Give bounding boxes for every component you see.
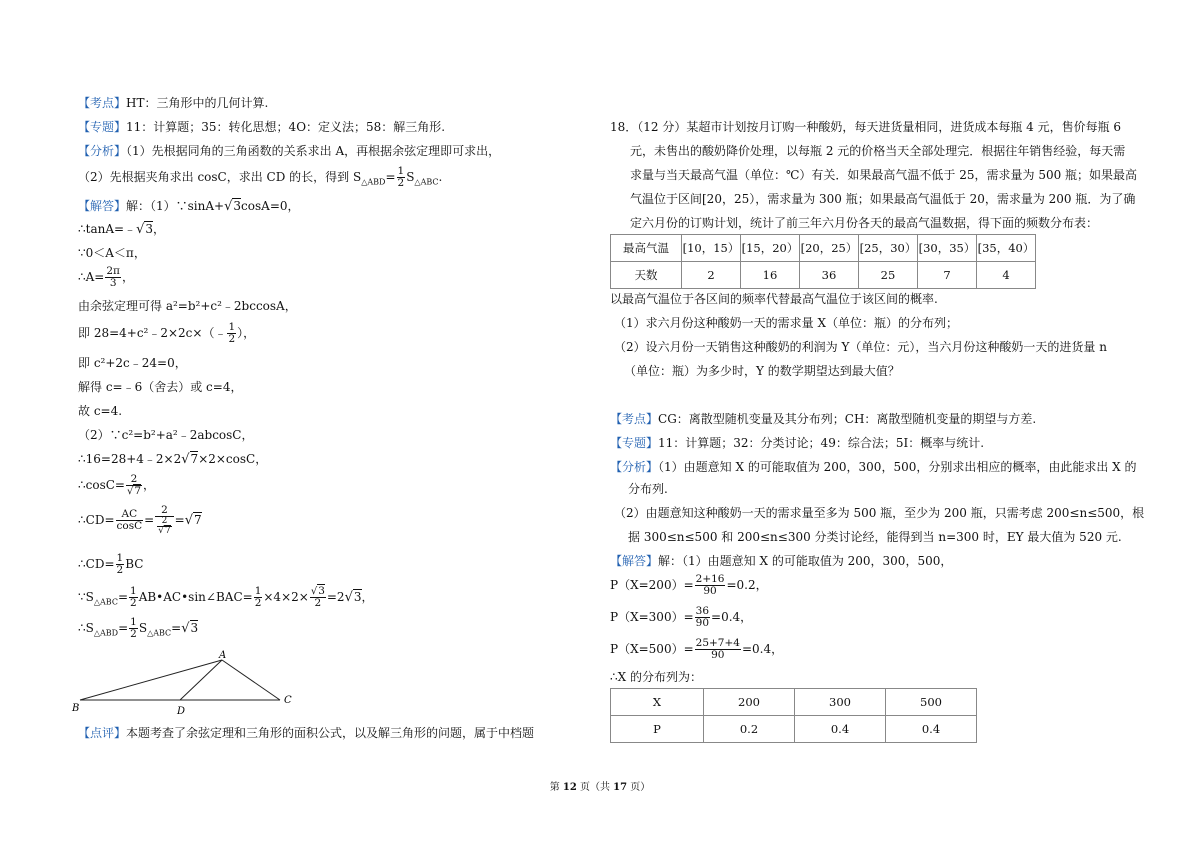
solution-line: 解得 c=﹣6（舍去）或 c=4， <box>78 380 243 394</box>
question-line: （1）求六月份这种酸奶一天的需求量 X（单位：瓶）的分布列； <box>614 316 958 330</box>
solution-line: $\therefore S_{\triangle ABD}=$ $\frac{1}{2}$ $S_{\triangle ABC}=√3$ <box>78 616 199 640</box>
solution-line: ∴16=28+4﹣2×2√7×2×cosC， <box>78 452 268 467</box>
fenxi-line: 【分析】（1）由题意知 X 的可能取值为 200，300，500，分别求出相应的概率，由此能求出 X 的 <box>610 460 1137 474</box>
solution-line: 故 c=4. <box>78 404 123 418</box>
jieda-line: 【解答】解：（1）∵sinA+√3cosA=0， <box>78 199 300 214</box>
solution-line: （2）∵c²=b²+a²﹣2abcosC， <box>78 428 254 442</box>
table-row: 最高气温 [10，15） [15，20） [20，25） [25，30） [30，35） [35，40） <box>611 235 1036 262</box>
probability-line: ∴X 的分布列为： <box>610 670 702 684</box>
table-row: X 200 300 500 <box>611 689 977 716</box>
solution-line: ∴tanA=﹣√3， <box>78 222 166 237</box>
solution-line: ∴CD= $\frac{AC}{\cos C}$ = $\frac{2}{\frac{2}{√7}}$ =√7 <box>78 504 202 536</box>
dianping-line: 【点评】本题考查了余弦定理和三角形的面积公式，以及解三角形的问题，属于中档题 <box>78 726 535 740</box>
probability-line: P（X=200）= $\frac{2+16}{90}$ =0.2， <box>610 573 768 597</box>
question-line: 元，未售出的酸奶降价处理，以每瓶 2 元的价格当天全部处理完．根据往年销售经验，每天需 <box>630 144 1126 158</box>
label-d: D <box>177 706 186 716</box>
question-line: （单位：瓶）为多少时，Y 的数学期望达到最大值？ <box>624 364 900 378</box>
question-line: 气温位于区间[20，25），需求量为 300 瓶；如果最高气温低于 20，需求量为 200 瓶．为了确 <box>630 192 1136 206</box>
label-b: B <box>72 703 80 714</box>
probability-line: P（X=300）= $\frac{36}{90}$ =0.4， <box>610 605 753 629</box>
frequency-table <box>610 234 1036 289</box>
label-a: A <box>219 650 227 661</box>
table-row: P 0.2 0.4 0.4 <box>611 716 977 743</box>
probability-line: P（X=500）= $\frac{25+7+4}{90}$ =0.4， <box>610 637 784 661</box>
question-line: 求量与当天最高气温（单位：℃）有关．如果最高气温不低于 25，需求量为 500 瓶；如果最高 <box>630 168 1138 182</box>
question-line: 定六月份的订购计划，统计了前三年六月份各天的最高气温数据，得下面的频数分布表： <box>630 216 1099 230</box>
jieda-line: 【解答】解：（1）由题意知 X 的可能取值为 200，300，500， <box>610 554 953 568</box>
solution-line: ∵0＜A＜π， <box>78 246 146 260</box>
solution-line: ∴CD= $\frac{1}{2}$ BC <box>78 552 144 576</box>
fenxi-line: 据 300≤n≤500 和 200≤n≤300 分类讨论经，能得到当 n=300 时，EY 最大值为 520 元. <box>628 530 1122 544</box>
zhuanti-line: 【专题】11：计算题；32：分类讨论；49：综合法；5I：概率与统计. <box>610 436 985 450</box>
label-c: C <box>284 695 292 706</box>
solution-line: ∴A= $\frac{2\pi}{3}$ ， <box>78 265 134 289</box>
solution-line: ∴cosC= $\frac{2}{√7}$ ， <box>78 473 156 497</box>
triangle-figure <box>70 648 310 716</box>
fenxi-line: 【分析】（1）先根据同角的三角函数的关系求出 A，再根据余弦定理即可求出， <box>78 144 501 158</box>
question-line: 以最高气温位于各区间的频率代替最高气温位于该区间的概率. <box>610 292 938 306</box>
fenxi-line-2: （2）先根据夹角求出 cosC，求出 CD 的长，得到 $S_{\triangle ABD}=$ $\frac{1}{2}$ $S_{\triangle ABC}$. <box>78 165 443 189</box>
side-ac <box>222 660 280 700</box>
kaodian-line: 【考点】CG：离散型随机变量及其分布列；CH：离散型随机变量的期望与方差. <box>610 412 1037 426</box>
kaodian-line: 【考点】HT：三角形中的几何计算. <box>78 96 269 110</box>
fraction: $\frac{1}{2}$ <box>397 165 405 189</box>
distribution-table <box>610 688 977 743</box>
solution-line: $\because S_{\triangle ABC}=$ $\frac{1}{2}$ AB•AC•sin∠BAC= $\frac{1}{2}$ ×4×2× $\frac{√3}{2}$ =2√3， <box>78 585 374 609</box>
fenxi-line: 分布列. <box>628 482 668 496</box>
question-line: 18．（12 分）某超市计划按月订购一种酸奶，每天进货量相同，进货成本每瓶 4 元，售价每瓶 6 <box>610 120 1122 134</box>
question-line: （2）设六月份一天销售这种酸奶的利润为 Y（单位：元），当六月份这种酸奶一天的进货量 n <box>614 340 1107 354</box>
solution-line: 由余弦定理可得 a²=b²+c²﹣2bccosA， <box>78 299 297 313</box>
solution-line: 即 28=4+c²﹣2×2c×（﹣ $\frac{1}{2}$ ）， <box>78 321 256 345</box>
page-footer: 第 12 页（共 17 页） <box>549 782 651 793</box>
zhuanti-line: 【专题】11：计算题；35：转化思想；4O：定义法；58：解三角形. <box>78 120 446 134</box>
table-row: 天数 2 16 36 25 7 4 <box>611 262 1036 289</box>
solution-line: 即 c²+2c﹣24=0， <box>78 356 187 370</box>
fenxi-line: （2）由题意知这种酸奶一天的需求量至多为 500 瓶，至少为 200 瓶，只需考虑 200≤n≤500，根 <box>614 506 1145 520</box>
